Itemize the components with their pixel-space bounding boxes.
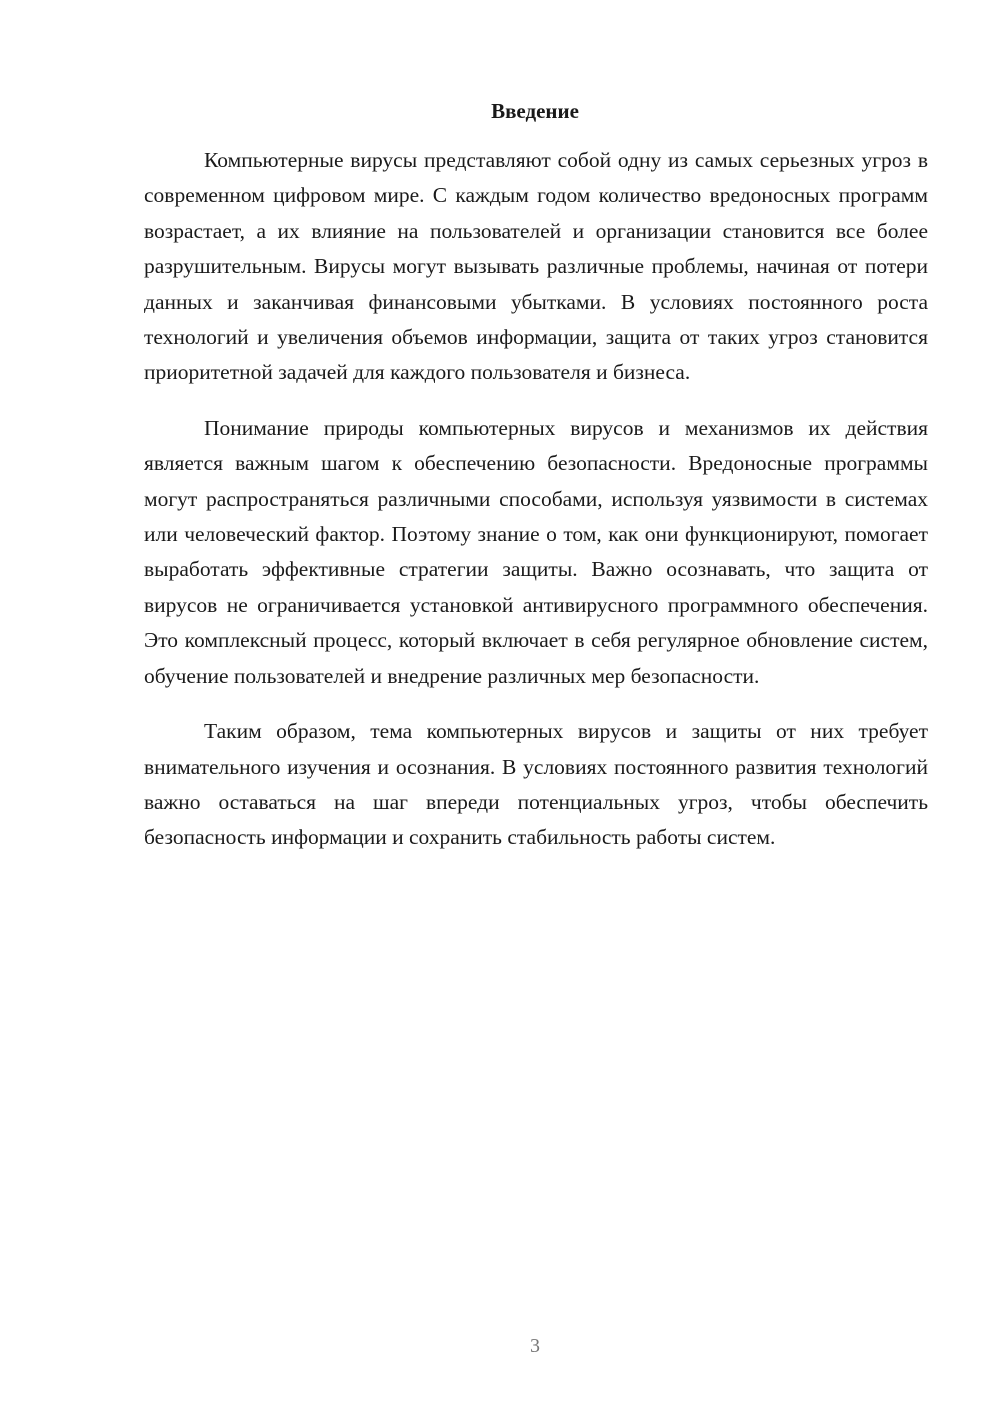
paragraph-2: Понимание природы компьютерных вирусов и механизмов их действия является важным шагом к обеспечению безопасности. Вредоносные программы могут распространяться различными способами, используя уязвимости в системах или человеческий фактор. Поэтому знание о том, как они функционируют, помогает выработать эффективные стратегии защиты. Важно осознавать, что защита от вирусов не ограничивается установкой антивирусного программного обеспечения. Это комплексный процесс, который включает в себя регулярное обновление систем, обучение пользователей и внедрение различных мер безопасности. [144,415,928,688]
body-text [144,143,928,876]
paragraph-1: Компьютерные вирусы представляют собой одну из самых серьезных угроз в современном цифровом мире. С каждым годом количество вредоносных программ возрастает, а их влияние на пользователей и организации становится все более разрушительным. Вирусы могут вызывать различные проблемы, начиная от потери данных и заканчивая финансовыми убытками. В условиях постоянного роста технологий и увеличения объемов информации, защита от таких угроз становится приоритетной задачей для каждого пользователя и бизнеса. [144,148,928,385]
section-heading: Введение [491,99,579,123]
paragraph-3: Таким образом, тема компьютерных вирусов и защиты от них требует внимательного изучения и осознания. В условиях постоянного развития технологий важно оставаться на шаг впереди потенциальных угроз, чтобы обеспечить безопасность информации и сохранить стабильность работы систем. [144,719,928,850]
page-number: 3 [530,1335,540,1357]
